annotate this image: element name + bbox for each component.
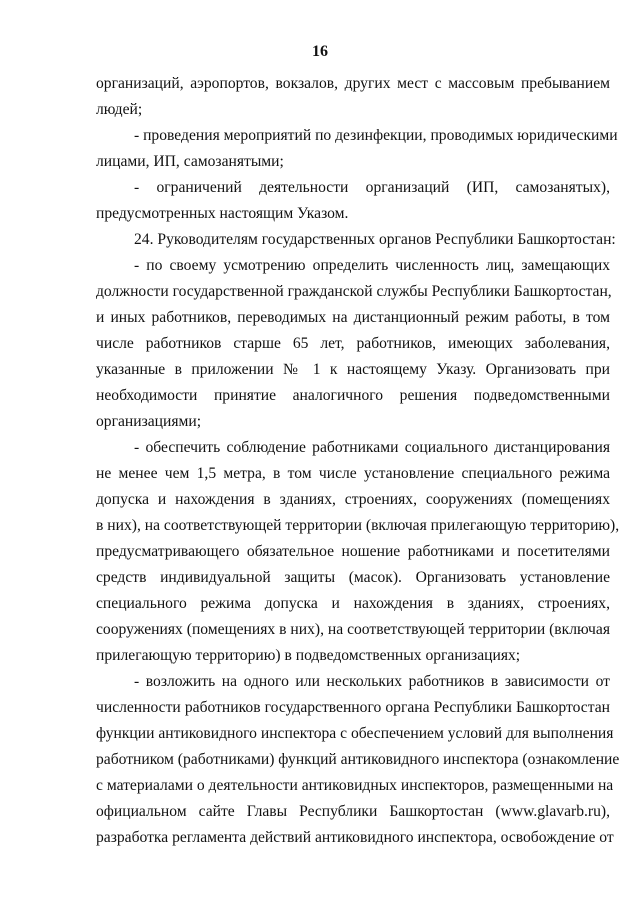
text-line: допуска и нахождения в зданиях, строениях, сооружениях (помещениях [96,491,610,508]
text-line: должности государственной гражданской службы Республики Башкортостан, [96,283,612,300]
text-line: прилегающую территорию) в подведомственных организациях; [96,647,521,664]
text-line: необходимости принятие аналогичного решения подведомственными [96,387,610,404]
text-line: предусматривающего обязательное ношение работниками и посетителями [96,543,610,560]
text-line: сооружениях (помещениях в них), на соответствующей территории (включая [96,621,610,638]
text-line: лицами, ИП, самозанятыми; [96,153,284,170]
page-number: 16 [312,43,328,60]
text-line: официальном сайте Главы Республики Башкортостан (www.glavarb.ru), [96,803,610,820]
text-line: функции антиковидного инспектора с обеспечением условий для выполнения [96,725,614,742]
text-line: числе работников старше 65 лет, работников, имеющих заболевания, [96,335,610,352]
text-line: людей; [96,101,143,118]
text-line: - ограничений деятельности организаций (ИП, самозанятых), [134,179,610,196]
text-line: разработка регламента действий антиковидного инспектора, освобождение от [96,829,614,846]
text-line: 24. Руководителям государственных органов Республики Башкортостан: [134,231,616,248]
text-line: и иных работников, переводимых на дистанционный режим работы, в том [96,309,610,326]
text-line: работником (работниками) функций антиковидного инспектора (ознакомление [96,751,620,768]
text-line: в них), на соответствующей территории (включая прилегающую территорию), [96,517,620,534]
text-line: - возложить на одного или нескольких работников в зависимости от [134,673,610,690]
text-line: специального режима допуска и нахождения в зданиях, строениях, [96,595,610,612]
text-line: численности работников государственного органа Республики Башкортостан [96,699,610,716]
text-line: - проведения мероприятий по дезинфекции, проводимых юридическими [134,127,618,144]
text-line: организаций, аэропортов, вокзалов, других мест с массовым пребыванием [96,75,610,92]
text-line: - по своему усмотрению определить численность лиц, замещающих [134,257,610,274]
text-line: - обеспечить соблюдение работниками социального дистанцирования [134,439,610,456]
text-line: не менее чем 1,5 метра, в том числе установление специального режима [96,465,610,482]
text-line: организациями; [96,413,202,430]
text-line: средств индивидуальной защиты (масок). Организовать установление [96,569,610,586]
text-line: предусмотренных настоящим Указом. [96,205,349,222]
text-line: с материалами о деятельности антиковидных инспекторов, размещенными на [96,777,614,794]
text-line: указанные в приложении № 1 к настоящему Указу. Организовать при [96,361,610,378]
